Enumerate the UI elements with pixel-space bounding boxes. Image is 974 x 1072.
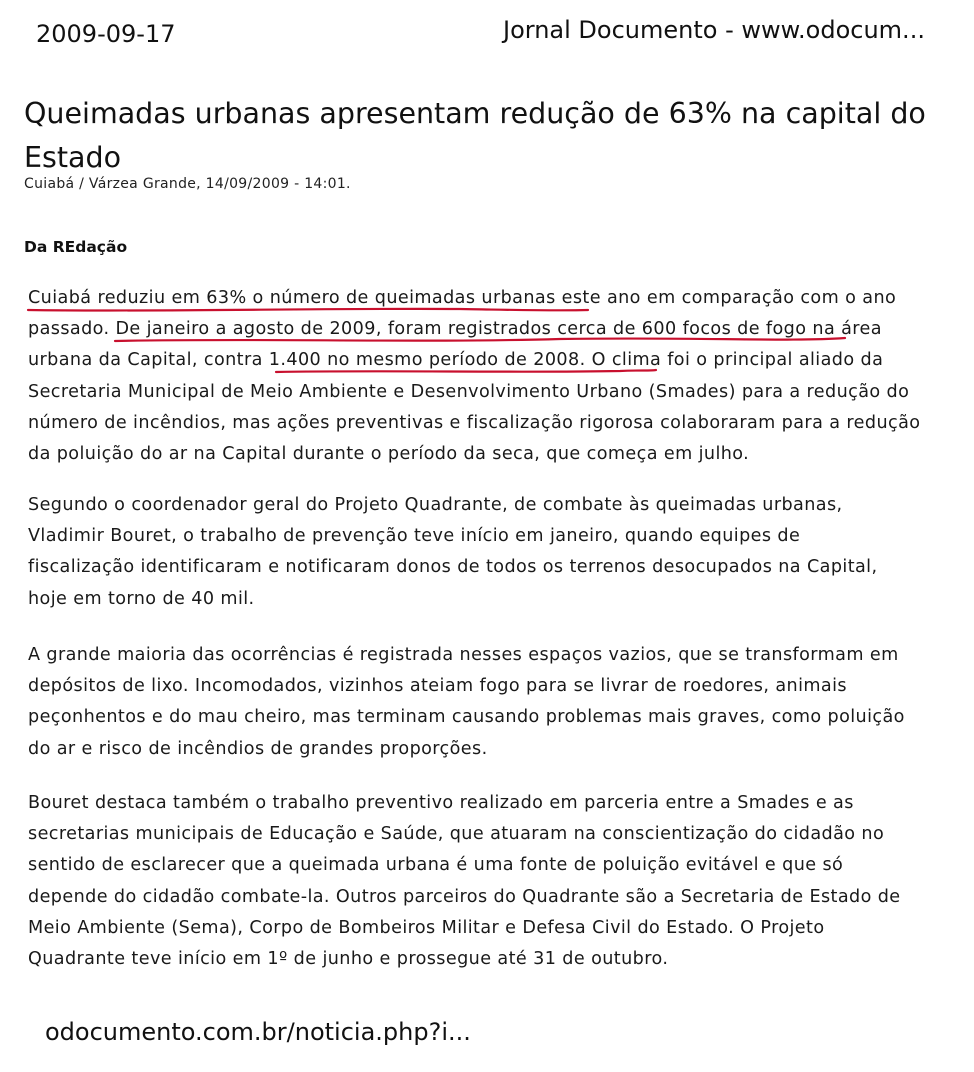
paragraph-line: do ar e risco de incêndios de grandes proporções. bbox=[28, 738, 488, 759]
paragraph-line: A grande maioria das ocorrências é registrada nesses espaços vazios, que se transformam em bbox=[28, 645, 899, 665]
paragraph-line: sentido de esclarecer que a queimada urbana é uma fonte de poluição evitável e que só bbox=[28, 855, 844, 876]
headline-line: Estado bbox=[24, 141, 122, 174]
source-url: odocumento.com.br/noticia.php?i... bbox=[45, 1018, 471, 1046]
article-paragraph-3 bbox=[28, 640, 905, 765]
paragraph-line: depende do cidadão combate-la. Outros parceiros do Quadrante são a Secretaria de Estado de bbox=[28, 886, 901, 907]
article-byline: Da REdação bbox=[24, 238, 128, 256]
paragraph-line: Secretaria Municipal de Meio Ambiente e Desenvolvimento Urbano (Smades) para a redução do bbox=[28, 381, 910, 402]
headline-line: Queimadas urbanas apresentam redução de 63% na capital do bbox=[24, 97, 926, 130]
article-headline bbox=[24, 92, 926, 180]
paragraph-line: hoje em torno de 40 mil. bbox=[28, 588, 255, 609]
paragraph-line: secretarias municipais de Educação e Saúde, que atuaram na conscientização do cidadão no bbox=[28, 824, 885, 845]
paragraph-line: fiscalização identificaram e notificaram donos de todos os terrenos desocupados na Capital, bbox=[28, 557, 878, 578]
source-label: Jornal Documento - www.odocum... bbox=[503, 16, 925, 44]
paragraph-line: passado. De janeiro a agosto de 2009, foram registrados cerca de 600 focos de fogo na área bbox=[28, 319, 882, 340]
paragraph-line: depósitos de lixo. Incomodados, vizinhos ateiam fogo para se livrar de roedores, animais bbox=[28, 676, 847, 697]
paragraph-line: urbana da Capital, contra 1.400 no mesmo período de 2008. O clima foi o principal aliado da bbox=[28, 350, 884, 371]
paragraph-line: Quadrante teve início em 1º de junho e prossegue até 31 de outubro. bbox=[28, 949, 669, 970]
paragraph-line: Segundo o coordenador geral do Projeto Quadrante, de combate às queimadas urbanas, bbox=[28, 495, 843, 515]
paragraph-line: Vladimir Bouret, o trabalho de prevenção teve início em janeiro, quando equipes de bbox=[28, 526, 801, 547]
article-paragraph-1 bbox=[28, 283, 920, 470]
paragraph-line: Bouret destaca também o trabalho preventivo realizado em parceria entre a Smades e as bbox=[28, 793, 854, 813]
clipping-date: 2009-09-17 bbox=[36, 20, 176, 48]
article-dateline: Cuiabá / Várzea Grande, 14/09/2009 - 14:01. bbox=[24, 176, 351, 192]
paragraph-line: Meio Ambiente (Sema), Corpo de Bombeiros Militar e Defesa Civil do Estado. O Projeto bbox=[28, 917, 825, 938]
paragraph-line: peçonhentos e do mau cheiro, mas terminam causando problemas mais graves, como poluição bbox=[28, 707, 905, 728]
article-paragraph-4 bbox=[28, 788, 901, 975]
paragraph-line: Cuiabá reduziu em 63% o número de queimadas urbanas este ano em comparação com o ano bbox=[28, 288, 897, 308]
paragraph-line: número de incêndios, mas ações preventivas e fiscalização rigorosa colaboraram para a redução bbox=[28, 412, 921, 433]
paragraph-line: da poluição do ar na Capital durante o período da seca, que começa em julho. bbox=[28, 444, 750, 465]
article-paragraph-2 bbox=[28, 490, 877, 615]
